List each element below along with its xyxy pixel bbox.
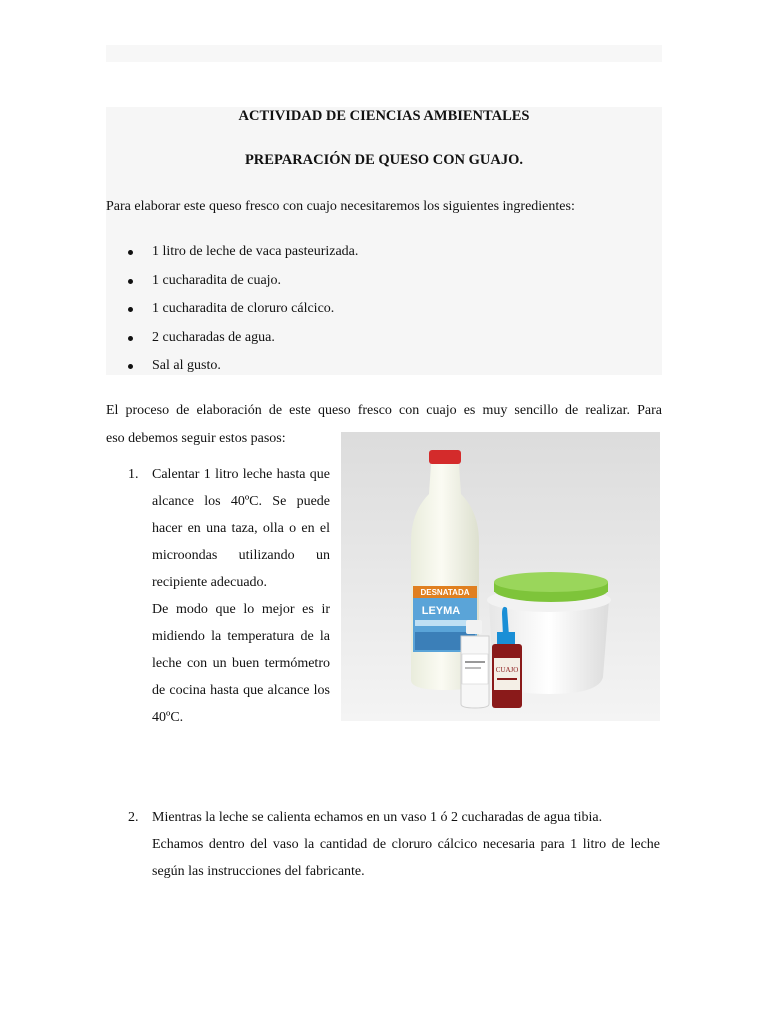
- bullet-icon: [128, 364, 133, 369]
- intro-paragraph: Para elaborar este queso fresco con cuajo necesitaremos los siguientes ingredientes:: [106, 199, 575, 214]
- brand-text: LEYMA: [421, 605, 461, 617]
- bullet-icon: [128, 250, 133, 255]
- ingredient-text: 1 litro de leche de vaca pasteurizada.: [152, 244, 359, 259]
- ingredient-text: 1 cucharadita de cuajo.: [152, 272, 282, 288]
- step-text: Mientras la leche se calienta echamos en un vaso 1 ó 2 cucharadas de agua tibia.: [152, 810, 603, 825]
- step-text-continued: De modo que lo mejor es ir midiendo la temperatura de la leche con un buen termómetro de cocina hasta que alcance los 40ºC.: [152, 602, 330, 725]
- step-number: 1.: [128, 467, 139, 482]
- ingredients-list: [128, 238, 358, 381]
- rennet-label-text: CUAJO: [495, 666, 519, 674]
- ingredient-text: 2 cucharadas de agua.: [152, 329, 275, 345]
- bottle-band-text: DESNATADA: [420, 588, 470, 597]
- step-text: Calentar 1 litro leche hasta que alcance los 40ºC. Se puede hacer en una taza, olla o en el microondas utilizando un recipiente adecuado.: [152, 467, 330, 590]
- document-subtitle: PREPARACIÓN DE QUESO CON GUAJO.: [244, 152, 524, 168]
- list-item: [128, 352, 358, 381]
- step-body: [152, 461, 330, 731]
- step-body: [152, 804, 660, 885]
- bullet-icon: [128, 279, 133, 284]
- step-text-continued: Echamos dentro del vaso la cantidad de cloruro cálcico necesaria para 1 litro de leche según las instrucciones del fabricante.: [152, 837, 660, 879]
- ingredient-text: 1 cucharadita de cloruro cálcico.: [152, 301, 335, 316]
- process-line-2: eso debemos seguir estos pasos:: [106, 431, 286, 446]
- ingredient-text: Sal al gusto.: [152, 358, 221, 373]
- list-item: [128, 238, 358, 267]
- bullet-icon: [128, 336, 133, 341]
- ingredients-photo: [341, 432, 660, 721]
- list-item: [128, 324, 358, 353]
- header-band: [106, 45, 662, 62]
- document-title: ACTIVIDAD DE CIENCIAS AMBIENTALES: [238, 108, 530, 124]
- dropper-cap: [497, 632, 515, 644]
- process-line-1: El proceso de elaboración de este queso fresco con cuajo es muy sencillo de realizar. Para: [106, 403, 662, 418]
- tub-lid-top: [494, 572, 608, 592]
- list-item: [128, 295, 358, 324]
- step-number: 2.: [128, 810, 139, 825]
- list-item: [128, 267, 358, 296]
- bottle-cap: [429, 450, 461, 464]
- bullet-icon: [128, 307, 133, 312]
